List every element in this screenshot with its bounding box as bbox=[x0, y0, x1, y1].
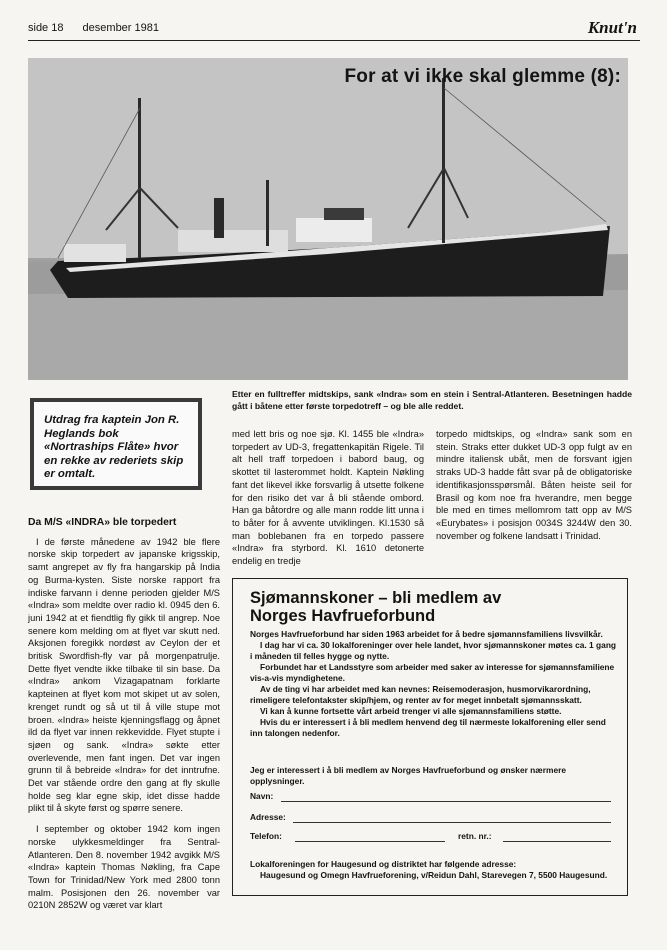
name-field[interactable] bbox=[281, 801, 611, 802]
article-column-1 bbox=[28, 517, 220, 912]
ad-paragraph: Av de ting vi har arbeidet med kan nevnes: Reisemoderasjon, husmorvikarordning, rimeligere telefontakster skip/hjem, og renter av for meget innbetalt sjømannsskatt. bbox=[250, 684, 591, 705]
local-address bbox=[250, 859, 620, 881]
ad-title bbox=[250, 589, 501, 625]
phone-field[interactable] bbox=[295, 841, 445, 842]
article-subhead: Da M/S «INDRA» ble torpedert bbox=[28, 517, 177, 528]
intro-text: Utdrag fra kaptein Jon R. Heglands bok «Nortraships Flåte» hvor en rekke av rederiets skip er omtalt. bbox=[44, 414, 184, 480]
ad-paragraph: Vi kan å kunne fortsette vårt arbeid trenger vi alle sjømannsfamiliens støtte. bbox=[260, 706, 562, 716]
signup-text: Jeg er interessert i å bli medlem av Norges Havfrueforbund og ønsker nærmere opplysninger. bbox=[250, 765, 567, 786]
photo-caption: Etter en fulltreffer midtskips, sank «Indra» som en stein i Sentral-Atlanteren. Besetningen hadde gått i båtene etter første torpedotreff – og ble alle reddet. bbox=[232, 389, 632, 411]
article-paragraph: torpedo midtskips, og «Indra» sank som en stein. Straks etter dukket UD-3 opp fulgt av en mindre italiensk ubåt, men de forsvant igjen straks UD-3 hadde fått svar på de obligatoriske identifikasjonsspørsmål. Båten heiste seil for Brasil og kom noe fra hverandre, men begge ble med en times mellomrom tatt opp av M/S «Eurybates» i posisjon 0034S 3244W den 30. november og folkene landsatt i Trinidad. bbox=[436, 429, 632, 541]
article-headline: For at vi ikke skal glemme (8): bbox=[344, 66, 621, 87]
article-paragraph: I september og oktober 1942 kom ingen norske ulykkesmeldinger fra Sentral-Atlanteren. Den 8. november 1942 avgikk M/S «Indra» kaptein Thomas Nøkling, fra Cape Town for Trinidad/New York med 2800 tonn malm. Posisjonen den 26. november var 0210N 2852W og været var klart bbox=[28, 824, 220, 911]
ad-paragraph: Norges Havfrueforbund har siden 1963 arbeidet for å bedre sjømannsfamiliens livsvilkår. bbox=[250, 629, 603, 639]
retn-field[interactable] bbox=[503, 841, 611, 842]
phone-label: Telefon: bbox=[250, 831, 282, 841]
ad-title-line: Sjømannskoner – bli medlem av bbox=[250, 589, 502, 607]
page-number: side 18 bbox=[28, 22, 64, 34]
name-label: Navn: bbox=[250, 791, 274, 801]
issue-date: desember 1981 bbox=[82, 22, 159, 34]
local-address-line: Lokalforeningen for Haugesund og distriktet har følgende adresse: bbox=[250, 859, 517, 869]
header-rule bbox=[28, 40, 640, 41]
article-paragraph: I de første månedene av 1942 ble flere norske skip torpedert av japanske krigsskip, samt angrepet av fly fra hangarskip på India og Burma-kysten. Siste norske rapport fra indiske farvann i denne perioden gjelder M/S «Indra» som meldte over radio kl. 0945 den 6. juni 1942 at et fiendtlig fly gikk til angrep. Noe senere kom melding om at flyet var skutt ned. Aksjonen foregikk nordøst av Ceylon der et britisk Swordfish-fly var på morgenpatrulje. Dette flyet vendte ikke tilbake til sin base. Da «Indra» ankom Vizagapatnam forklarte kapteinen at flyet kom mot skipet ut av solen, krenget rundt og så ut til å ville stupe mot broen. «Indra» heiste kjenningsflagg og åpnet ild da flyet var innen rekkevidde. Flyet stupte i sjøen og sank. «Indra» søkte etter overlevende, men fant ingen. Det var ingen grunn til å bebreide «Indra» for det inntrufne. Det var stående ordre den gang at fly skulle holde seg klar egne skip, idet disse hadde plikt til å skyte først og spørre senere. bbox=[28, 536, 220, 814]
ship-photo bbox=[28, 58, 628, 380]
article-column-2 bbox=[232, 428, 424, 568]
ad-paragraph: Hvis du er interessert i å bli medlem henvend deg til nærmeste lokalforening eller send inn talongen nedenfor. bbox=[250, 717, 606, 738]
ad-body bbox=[250, 629, 620, 739]
ad-paragraph: Forbundet har et Landsstyre som arbeider med saker av interesse for sjømannsfamiliene vis-a-vis myndighetene. bbox=[250, 662, 615, 683]
address-label: Adresse: bbox=[250, 812, 286, 822]
article-column-3 bbox=[436, 428, 632, 542]
intro-box bbox=[30, 398, 202, 490]
ad-paragraph: I dag har vi ca. 30 lokalforeninger over hele landet, hvor sjømannskoner møtes ca. 1 gang i måneden til felles hygge og nytte. bbox=[250, 640, 617, 661]
ad-title-line: Norges Havfrueforbund bbox=[250, 607, 436, 625]
address-field[interactable] bbox=[293, 822, 611, 823]
magazine-logo: Knut'n bbox=[587, 18, 637, 37]
page-header bbox=[28, 22, 159, 34]
local-address-line: Haugesund og Omegn Havfrueforening, v/Reidun Dahl, Starevegen 7, 5500 Haugesund. bbox=[260, 870, 608, 880]
membership-ad bbox=[232, 578, 628, 896]
article-paragraph: med lett bris og noe sjø. Kl. 1455 ble «Indra» torpedert av UD-3, fregattenkapitän Rigele. Til alt hell traff torpedoen i babord baug, og skottet til lasterommet holdt. Kaptein Nøkling fant det likevel ikke forsvarlig å utsette folkene for den risiko det var å bli stående ombord. Han ga båtordre og alle mann rodde litt unna i to båter for å avvente utviklingen. Kl.1530 så man boblebanen fra en torpedo passere «Indra» fra styrbord. Kl. 1610 detonerte endelig en tredje bbox=[232, 429, 424, 567]
retn-label: retn. nr.: bbox=[458, 831, 492, 841]
